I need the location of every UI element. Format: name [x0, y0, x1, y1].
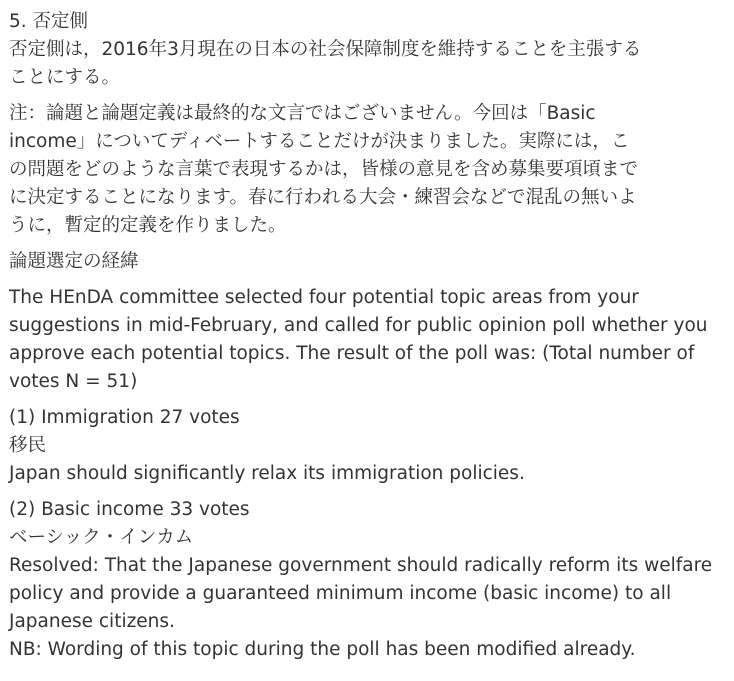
text-line: suggestions in mid-February, and called for public opinion poll whether you	[9, 315, 708, 336]
note-paragraph	[9, 100, 722, 240]
text-line: approve each potential topics. The result of the poll was: (Total number of	[9, 343, 695, 364]
text-line: 注：論題と論題定義は最終的な文言ではございません。今回は「Basic	[9, 103, 596, 124]
text-line: の問題をどのような言葉で表現するかは，皆様の意見を含め募集要項頃まで	[9, 159, 639, 180]
topic-title: (2) Basic income 33 votes	[9, 499, 250, 520]
topic-title: (1) Immigration 27 votes	[9, 407, 240, 428]
topic-text-line: Japan should significantly relax its immigration policies.	[9, 463, 525, 484]
topic-text-line: NB: Wording of this topic during the poll has been modified already.	[9, 639, 636, 660]
section-heading-negative: 5. 否定側	[9, 11, 89, 32]
text-line: income」についてディベートすることだけが決まりました。実際には，こ	[9, 131, 630, 152]
selection-paragraph	[9, 284, 722, 396]
text-line: The HEnDA committee selected four potential topic areas from your	[9, 287, 639, 308]
text-line: ことにする。	[9, 67, 121, 88]
text-line: votes N = 51)	[9, 371, 138, 392]
topic-immigration	[9, 404, 722, 488]
selection-heading: 論題選定の経緯	[9, 251, 139, 272]
text-line: に決定することになります。春に行われる大会・練習会などで混乱の無いよ	[9, 187, 637, 208]
topic-basic-income	[9, 496, 722, 664]
topic-text-line: Resolved: That the Japanese government should radically reform its welfare	[9, 555, 713, 576]
text-line: うに，暫定的定義を作りました。	[9, 215, 287, 236]
topic-text-line: Japanese citizens.	[9, 611, 175, 632]
text-line: 否定側は，2016年3月現在の日本の社会保障制度を維持することを主張する	[9, 39, 642, 60]
topic-text-line: policy and provide a guaranteed minimum income (basic income) to all	[9, 583, 672, 604]
negative-paragraph	[9, 36, 722, 92]
topic-name-ja: ベーシック・インカム	[9, 527, 194, 548]
negative-section	[9, 8, 722, 92]
topic-name-ja: 移民	[9, 435, 47, 456]
